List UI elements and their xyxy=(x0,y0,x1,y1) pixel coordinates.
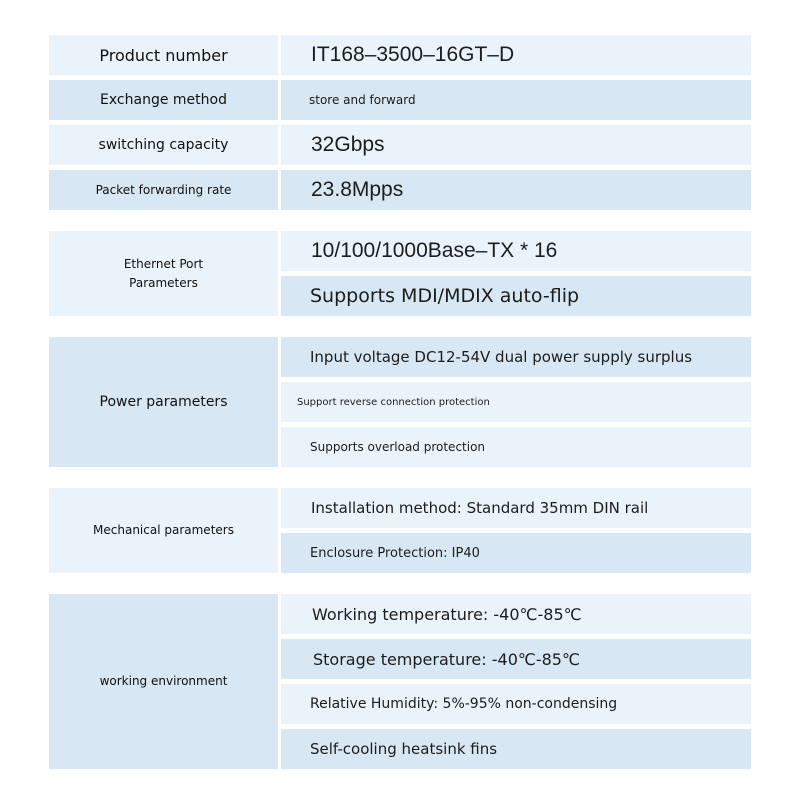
label-packet-forwarding-rate: Packet forwarding rate xyxy=(49,170,278,210)
value-ethernet-ports: 10/100/1000Base–TX * 16 xyxy=(281,231,751,271)
value-reverse-protection: Support reverse connection protection xyxy=(281,382,751,422)
spec-row-exchange-method xyxy=(49,80,751,120)
spec-group-ethernet xyxy=(49,231,751,316)
spec-row-packet-forwarding-rate xyxy=(49,170,751,210)
label-switching-capacity: switching capacity xyxy=(49,125,278,165)
value-storage-temperature: Storage temperature: -40℃-85℃ xyxy=(281,639,751,679)
value-working-temperature: Working temperature: -40℃-85℃ xyxy=(281,594,751,634)
label-power-parameters: Power parameters xyxy=(49,337,278,467)
value-relative-humidity: Relative Humidity: 5%-95% non-condensing xyxy=(281,684,751,724)
label-product-number: Product number xyxy=(49,35,278,75)
spec-group-environment xyxy=(49,594,751,769)
value-input-voltage: Input voltage DC12-54V dual power supply surplus xyxy=(281,337,751,377)
spec-row-product-number xyxy=(49,35,751,75)
value-overload-protection: Supports overload protection xyxy=(281,427,751,467)
label-exchange-method: Exchange method xyxy=(49,80,278,120)
value-installation-method: Installation method: Standard 35mm DIN rail xyxy=(281,488,751,528)
value-heatsink: Self-cooling heatsink fins xyxy=(281,729,751,769)
value-packet-forwarding-rate: 23.8Mpps xyxy=(281,170,751,210)
value-product-number: IT168–3500–16GT–D xyxy=(281,35,751,75)
label-working-environment: working environment xyxy=(49,594,278,769)
value-enclosure-protection: Enclosure Protection: IP40 xyxy=(281,533,751,573)
value-switching-capacity: 32Gbps xyxy=(281,125,751,165)
value-exchange-method: store and forward xyxy=(281,80,751,120)
spec-row-switching-capacity xyxy=(49,125,751,165)
label-ethernet-port-parameters: Ethernet Port Parameters xyxy=(49,231,278,316)
label-mechanical-parameters: Mechanical parameters xyxy=(49,488,278,573)
spec-group-mechanical xyxy=(49,488,751,573)
spec-group-power xyxy=(49,337,751,467)
value-mdi-mdix: Supports MDI/MDIX auto-flip xyxy=(281,276,751,316)
